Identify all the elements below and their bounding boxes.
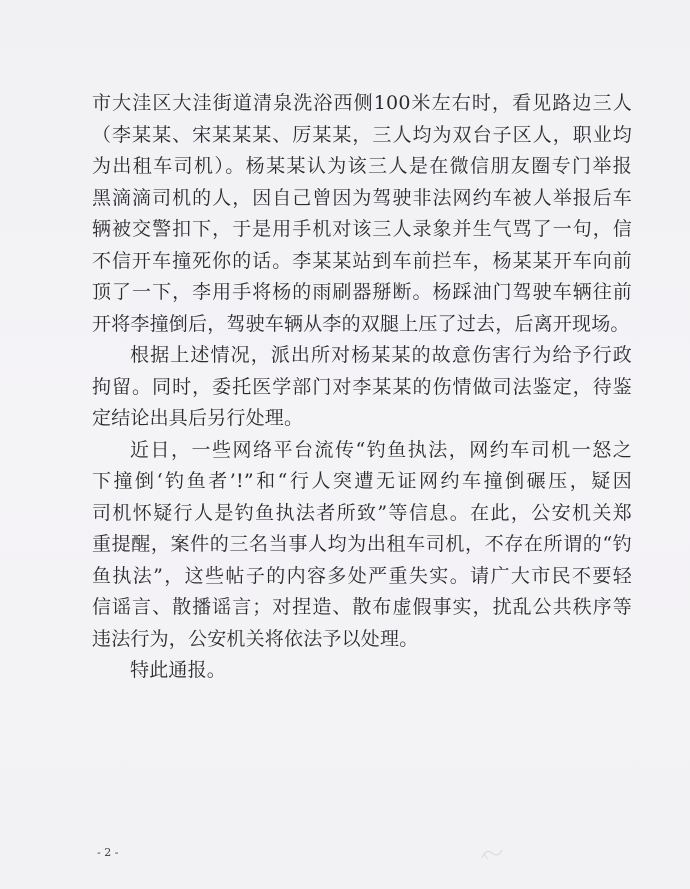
paragraph-3-line-7: 违法行为，公安机关将依法予以处理。	[92, 627, 419, 650]
paragraph-1-line-8: 开将李撞倒后，驾驶车辆从李的双腿上压了过去，后离开现场。	[92, 312, 630, 335]
paragraph-3-line-1: 近日，一些网络平台流传“钓鱼执法，网约车司机一怒之	[130, 438, 632, 461]
paragraph-1-line-4: 黑滴滴司机的人，因自己曾因为驾驶非法网约车被人举报后车	[92, 186, 632, 209]
paragraph-1-line-1: 市大洼区大洼街道清泉洗浴西侧100米左右时，看见路边三人	[92, 92, 632, 114]
paragraph-1-line-7: 顶了一下，李用手将杨的雨刷器掰断。杨踩油门驾驶车辆往前	[92, 281, 632, 303]
paragraph-1-line-3: 为出租车司机）。杨某某认为该三人是在微信朋友圈专门举报	[92, 155, 632, 177]
paragraph-2-line-1: 根据上述情况，派出所对杨某某的故意伤害行为给予行政	[130, 344, 632, 366]
faint-mark-icon	[478, 844, 506, 862]
document-body	[92, 88, 632, 687]
paragraph-2-line-3: 定结论出具后另行处理。	[92, 407, 304, 429]
paragraph-3-line-6: 信谣言、散播谣言；对捏造、散布虚假事实，扰乱公共秩序等	[92, 596, 632, 618]
paragraph-1-line-2: （李某某、宋某某某、厉某某，三人均为双台子区人，职业均	[92, 123, 632, 146]
page-number: - 2 -	[97, 846, 119, 859]
paragraph-3-line-3: 司机怀疑行人是钓鱼执法者所致”等信息。在此，公安机关郑	[92, 501, 632, 524]
closing-line: 特此通报。	[130, 659, 227, 681]
paragraph-3-line-2: 下撞倒‘钓鱼者’!”和“行人突遭无证网约车撞倒碾压，疑因	[92, 470, 632, 492]
paragraph-3-line-4: 重提醒，案件的三名当事人均为出租车司机，不存在所谓的“钓	[92, 533, 632, 555]
paragraph-1-line-5: 辆被交警扣下，于是用手机对该三人录象并生气骂了一句，信	[92, 218, 632, 240]
paragraph-3-line-5: 鱼执法”，这些帖子的内容多处严重失实。请广大市民不要轻	[92, 564, 632, 587]
paragraph-1-line-6: 不信开车撞死你的话。李某某站到车前拦车，杨某某开车向前	[92, 249, 632, 272]
paragraph-2-line-2: 拘留。同时，委托医学部门对李某某的伤情做司法鉴定，待鉴	[92, 375, 632, 398]
